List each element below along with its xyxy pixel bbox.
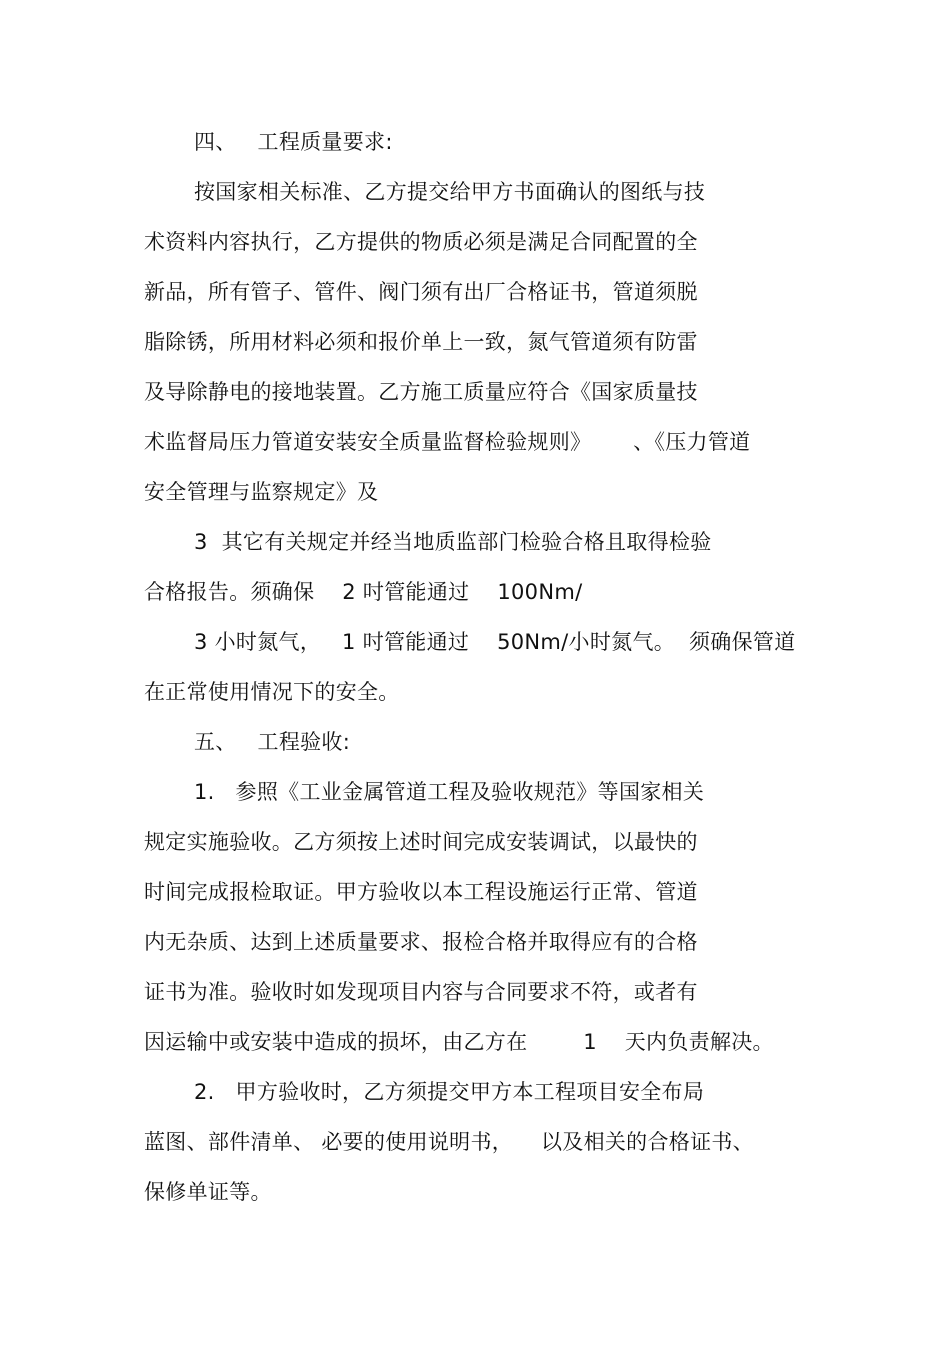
paragraph-line: 1. 参照《工业金属管道工程及验收规范》等国家相关 xyxy=(194,780,705,804)
section-heading-acceptance: 五、 工程验收: xyxy=(194,730,351,754)
paragraph-line: 蓝图、部件清单、 必要的使用说明书， 以及相关的合格证书、 xyxy=(144,1130,754,1154)
paragraph-line: 术资料内容执行，乙方提供的物质必须是满足合同配置的全 xyxy=(144,230,698,254)
section-heading-quality: 四、 工程质量要求: xyxy=(194,130,393,154)
paragraph-line: 术监督局压力管道安装安全质量监督检验规则》 、《压力管道 xyxy=(144,430,751,454)
paragraph-line: 及导除静电的接地装置。乙方施工质量应符合《国家质量技 xyxy=(144,380,698,404)
paragraph-line: 保修单证等。 xyxy=(144,1180,272,1204)
paragraph-line: 因运输中或安装中造成的损坏，由乙方在 1 天内负责解决。 xyxy=(144,1030,774,1054)
paragraph-line: 3 小时氮气， 1 吋管能通过 50Nm/小时氮气。 须确保管道 xyxy=(194,630,796,654)
paragraph-line: 内无杂质、达到上述质量要求、报检合格并取得应有的合格 xyxy=(144,930,698,954)
paragraph-line: 按国家相关标准、乙方提交给甲方书面确认的图纸与技 xyxy=(194,180,706,204)
paragraph-line: 合格报告。须确保 2 吋管能通过 100Nm/ xyxy=(144,580,583,604)
paragraph-line: 脂除锈，所用材料必须和报价单上一致，氮气管道须有防雷 xyxy=(144,330,698,354)
paragraph-line: 新品，所有管子、管件、阀门须有出厂合格证书，管道须脱 xyxy=(144,280,698,304)
paragraph-line: 证书为准。验收时如发现项目内容与合同要求不符，或者有 xyxy=(144,980,698,1004)
paragraph-line: 2. 甲方验收时，乙方须提交甲方本工程项目安全布局 xyxy=(194,1080,705,1104)
paragraph-line: 在正常使用情况下的安全。 xyxy=(144,680,400,704)
paragraph-line: 安全管理与监察规定》及 xyxy=(144,480,379,504)
paragraph-line: 时间完成报检取证。甲方验收以本工程设施运行正常、管道 xyxy=(144,880,698,904)
paragraph-line: 规定实施验收。乙方须按上述时间完成安装调试，以最快的 xyxy=(144,830,698,854)
paragraph-line: 3 其它有关规定并经当地质监部门检验合格且取得检验 xyxy=(194,530,712,554)
